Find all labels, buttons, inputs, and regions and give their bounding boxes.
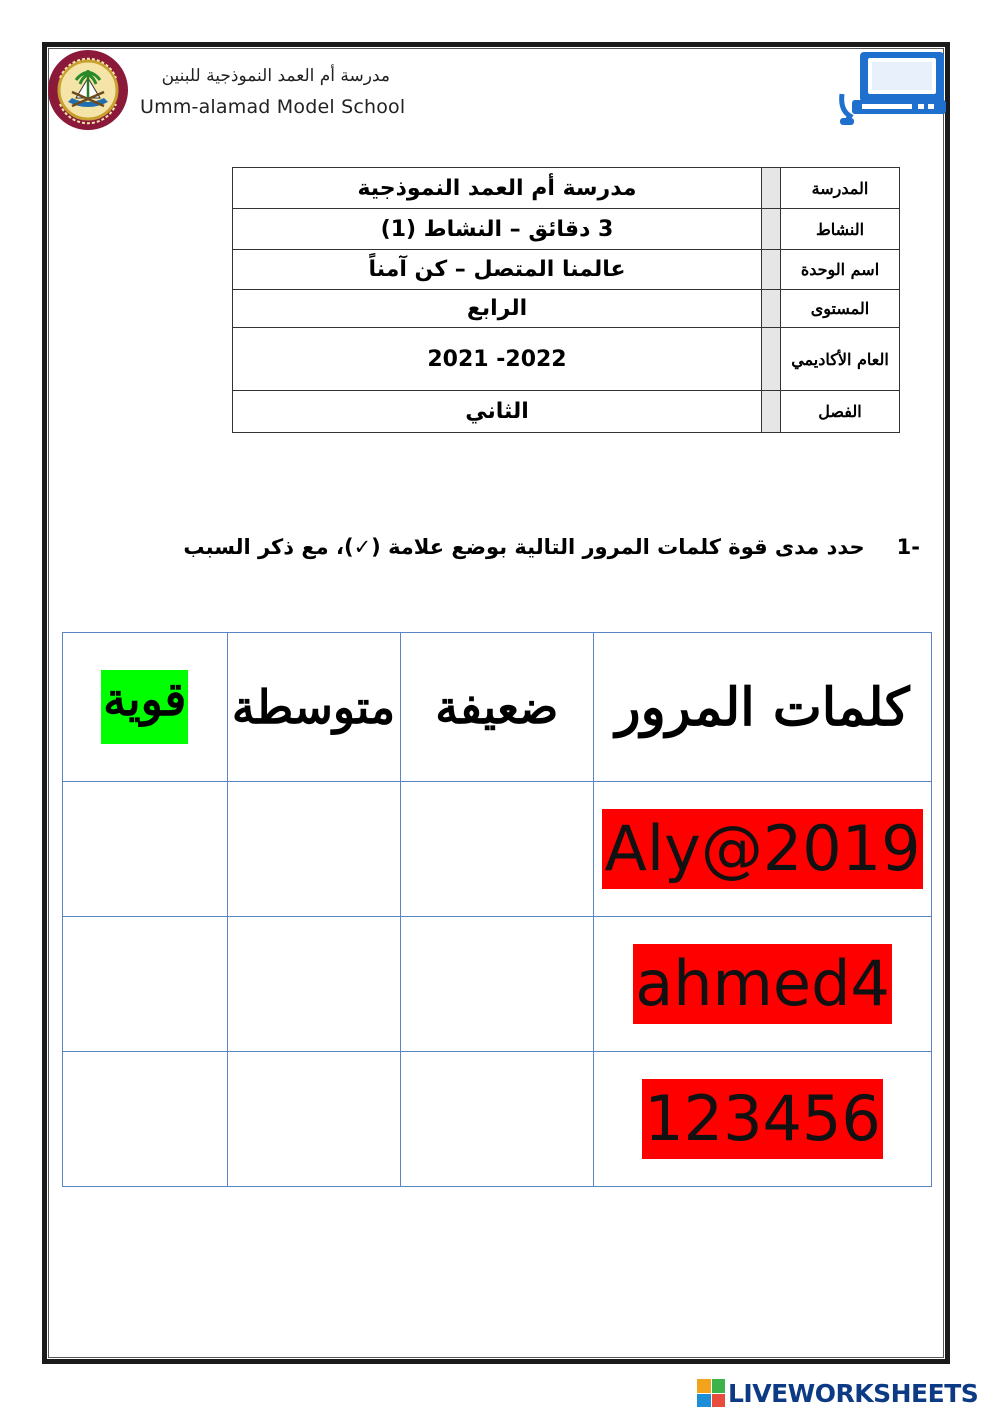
info-value: الثاني bbox=[233, 391, 762, 433]
info-label: المستوى bbox=[781, 290, 900, 328]
computer-icon bbox=[838, 50, 950, 126]
info-label: العام الأكاديمي bbox=[781, 328, 900, 391]
strong-check-cell[interactable] bbox=[63, 1052, 228, 1187]
info-value: الرابع bbox=[233, 290, 762, 328]
strong-check-cell[interactable] bbox=[63, 782, 228, 917]
liveworksheets-wordmark: LIVEWORKSHEETS bbox=[728, 1378, 979, 1408]
activity-info-table bbox=[232, 167, 900, 433]
info-label: المدرسة bbox=[781, 168, 900, 209]
info-row-level bbox=[233, 290, 900, 328]
header-strong bbox=[63, 633, 228, 782]
info-value: مدرسة أم العمد النموذجية bbox=[233, 168, 762, 209]
liveworksheets-icon bbox=[697, 1379, 725, 1407]
school-name-english: Umm-alamad Model School bbox=[140, 96, 406, 118]
table-header-row bbox=[63, 633, 932, 782]
info-row-year bbox=[233, 328, 900, 391]
question-number: -1 bbox=[896, 535, 920, 559]
liveworksheets-brand bbox=[697, 1378, 978, 1408]
medium-check-cell[interactable] bbox=[227, 917, 400, 1052]
table-row bbox=[63, 1052, 932, 1187]
question-text: حدد مدى قوة كلمات المرور التالية بوضع علامة (✓)، مع ذكر السبب bbox=[183, 535, 865, 559]
header-strong-label: قوية bbox=[101, 670, 188, 744]
password-cell bbox=[594, 1052, 932, 1187]
school-name-arabic: مدرسة أم العمد النموذجية للبنين bbox=[161, 66, 390, 86]
ministry-logo bbox=[46, 48, 130, 132]
strong-check-cell[interactable] bbox=[63, 917, 228, 1052]
info-label: اسم الوحدة bbox=[781, 250, 900, 290]
info-gap bbox=[762, 328, 781, 391]
info-value: 2021 -2022 bbox=[233, 328, 762, 391]
password-value: ahmed4 bbox=[633, 944, 892, 1025]
header-weak bbox=[400, 633, 594, 782]
medium-check-cell[interactable] bbox=[227, 1052, 400, 1187]
question-1 bbox=[100, 535, 920, 559]
info-gap bbox=[762, 391, 781, 433]
info-label: النشاط bbox=[781, 209, 900, 250]
info-gap bbox=[762, 168, 781, 209]
info-gap bbox=[762, 290, 781, 328]
info-row-semester bbox=[233, 391, 900, 433]
medium-check-cell[interactable] bbox=[227, 782, 400, 917]
info-gap bbox=[762, 250, 781, 290]
info-label: الفصل bbox=[781, 391, 900, 433]
header-medium bbox=[227, 633, 400, 782]
header-weak-label: ضعيفة bbox=[435, 680, 559, 734]
info-row-activity bbox=[233, 209, 900, 250]
info-row-school bbox=[233, 168, 900, 209]
info-value: 3 دقائق – النشاط (1) bbox=[233, 209, 762, 250]
weak-check-cell[interactable] bbox=[400, 782, 594, 917]
header-medium-label: متوسطة bbox=[231, 680, 396, 734]
info-gap bbox=[762, 209, 781, 250]
password-cell bbox=[594, 782, 932, 917]
table-row bbox=[63, 917, 932, 1052]
header-passwords-label: كلمات المرور bbox=[615, 676, 910, 738]
weak-check-cell[interactable] bbox=[400, 1052, 594, 1187]
password-value: 123456 bbox=[642, 1079, 883, 1160]
info-value: عالمنا المتصل – كن آمناً bbox=[233, 250, 762, 290]
password-value: Aly@2019 bbox=[602, 809, 922, 890]
password-cell bbox=[594, 917, 932, 1052]
weak-check-cell[interactable] bbox=[400, 917, 594, 1052]
password-strength-table bbox=[62, 632, 932, 1187]
info-row-unit bbox=[233, 250, 900, 290]
header-passwords bbox=[594, 633, 932, 782]
table-row bbox=[63, 782, 932, 917]
